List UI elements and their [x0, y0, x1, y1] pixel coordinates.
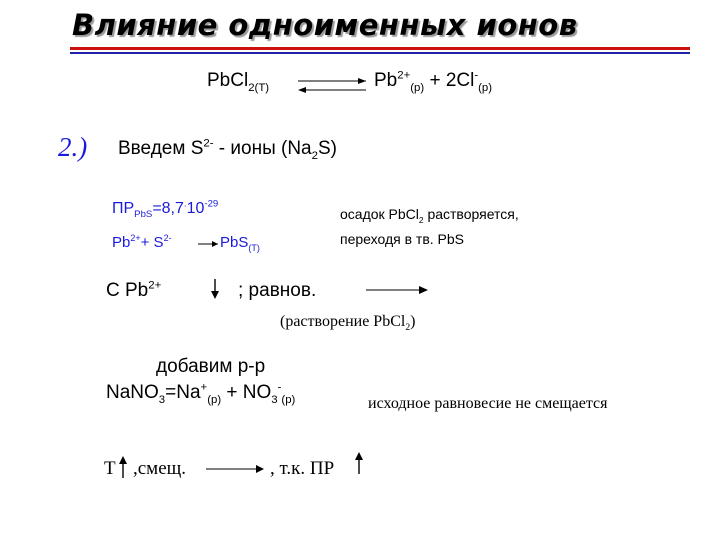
equilibrium-arrows [298, 78, 368, 94]
step-number: 2.) [58, 132, 88, 162]
reaction-pbs-right: PbS$_{(Т)}$ [220, 234, 260, 253]
shift-arrow [206, 464, 266, 474]
temperature-label: Т [104, 458, 116, 479]
because-pr: , т.к. ПР [270, 458, 335, 479]
reaction-pbs-left: $Pb^{2+}+ S^{2-}$ [112, 233, 172, 251]
shift-label: ,смещ. [133, 458, 187, 479]
shift-right-arrow [366, 285, 430, 295]
arrow-up-icon [354, 452, 364, 474]
equation-pbcl2-right: $Pb^{2+}_{(р)} + 2Cl^-_{(р)}$ [374, 69, 493, 94]
note-dissolves: осадок PbCl$_2$ растворяется, [340, 206, 519, 225]
equation-pbcl2-left: PbCl$_{2(Т)}$ [207, 70, 270, 94]
step-text: Введем $S^{2-}$ - ионы $(Na_2S)$ [118, 137, 337, 162]
add-solution: добавим р-р [156, 356, 266, 377]
page-title: Влияние одноименных ионов [72, 8, 578, 42]
title-rule-blue [70, 52, 690, 54]
arrow-down-icon [210, 279, 220, 299]
note-no-shift: исходное равновесие не смещается [368, 395, 608, 412]
nano3-equation: $NaNO_3=Na^+_{(р)} + NO_3^-_{(р)}$ [106, 381, 296, 406]
note-transition: переходя в тв. PbS [340, 231, 465, 247]
pr-pbs: $ПР_{PbS}=8,7^.10^{-29}$ [112, 198, 219, 221]
arrow-up-icon [118, 456, 128, 478]
title-rule-red [70, 47, 690, 50]
concentration-pb: С $Pb^{2+}$ [106, 279, 162, 301]
dissolution-note: (растворение PbCl$_2$) [280, 313, 416, 334]
equilibrium-label: ; равнов. [238, 280, 317, 301]
reaction-arrow [198, 240, 220, 248]
